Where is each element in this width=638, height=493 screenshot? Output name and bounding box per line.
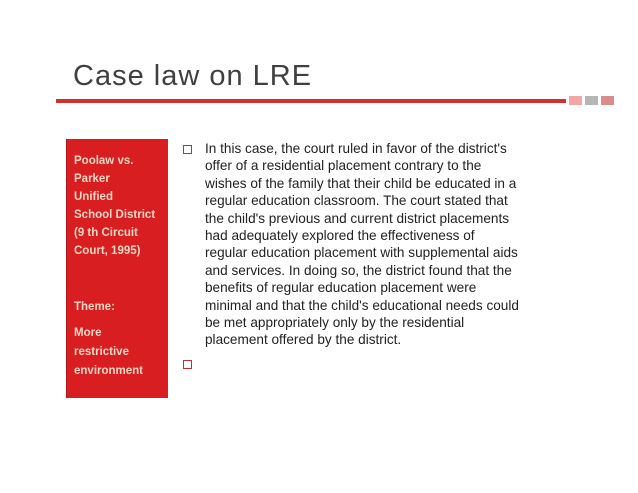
square-bullet-icon: [183, 145, 192, 154]
square-bullet-icon: [183, 360, 192, 369]
case-name: Poolaw vs. Parker Unified School District (9 th Circuit Court, 1995): [74, 155, 156, 257]
bullet-item: [183, 140, 603, 349]
case-sidebar-panel: [66, 139, 168, 398]
decorative-block-gray: [585, 96, 598, 105]
decorative-block-pink: [569, 96, 582, 105]
bullet-list: [183, 140, 603, 372]
slide-title: Case law on LRE: [73, 60, 313, 92]
theme-value: More restrictive environment: [74, 327, 144, 377]
theme-label: Theme:: [74, 301, 115, 313]
bullet-item-empty: [183, 355, 603, 372]
bullet-text: In this case, the court ruled in favor of the district's offer of a residential placement contrary to the wishes of the family that their child be educated in a regular education classroom. The court stated that the child's previous and current district placements had adequately explored the effectiveness of regular education placement with supplemental aids and services. In doing so, the district found that the benefits of regular education placement were minimal and that the child's educational needs could be met appropriately only by the residential placement offered by the district.: [205, 141, 519, 348]
decorative-block-rose: [601, 96, 614, 105]
title-underline-bar: [56, 99, 566, 103]
